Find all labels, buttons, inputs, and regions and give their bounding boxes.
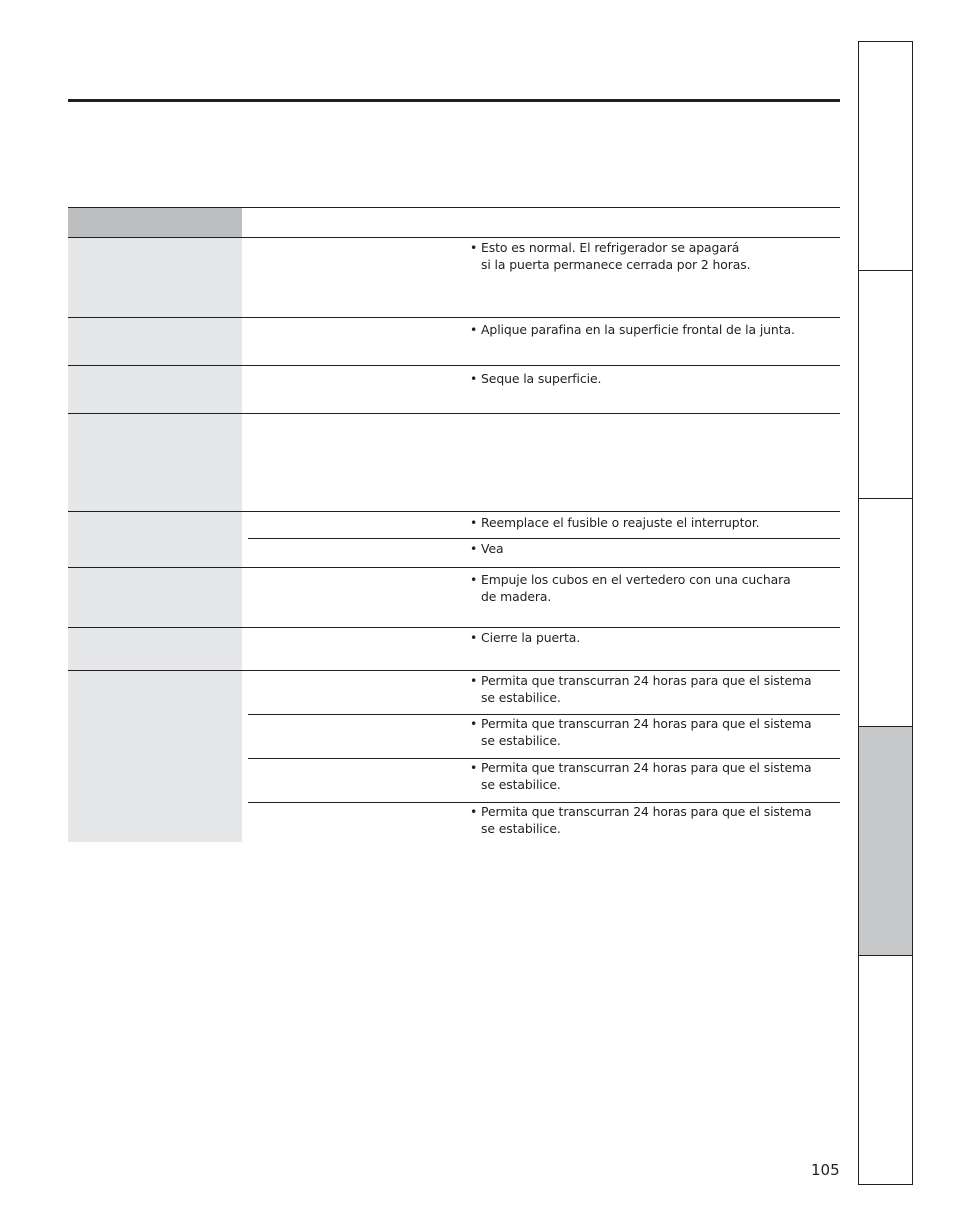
table-body [68,238,840,842]
solution-line: • Permita que transcurran 24 horas para que el sistema [470,673,812,688]
solution-line: • Empuje los cubos en el vertedero con una cuchara [470,572,791,587]
table-group [68,568,840,628]
solution-line: se estabilice. [481,821,561,836]
solution-text [470,514,820,531]
problem-label-cell [68,414,242,511]
solution-rows [242,568,840,627]
solution-text [470,629,820,646]
problem-label-cell [68,366,242,413]
solution-text [470,672,820,706]
section-tab-3[interactable] [859,499,912,727]
solution-line: • Aplique parafina en la superficie frontal de la junta. [470,322,795,337]
table-row [242,802,840,842]
solution-text [470,571,820,605]
solution-line: • Seque la superficie. [470,371,602,386]
table-row [242,628,840,670]
solution-text [470,239,820,273]
solution-rows [242,414,840,511]
table-group [68,414,840,512]
section-tabs [858,41,913,1185]
solution-line: se estabilice. [481,777,561,792]
solution-text [470,759,820,793]
solution-rows [242,512,840,567]
solution-text [470,540,820,557]
header-label-shade [68,208,242,237]
solution-text [470,715,820,749]
table-header [68,207,840,238]
table-row [242,538,840,567]
solution-text [470,803,820,837]
solution-line: si la puerta permanece cerrada por 2 horas. [481,257,751,272]
section-tab-1[interactable] [859,42,912,271]
top-rule [68,99,840,102]
section-tab-2[interactable] [859,271,912,499]
table-row [242,714,840,758]
problem-label-cell [68,671,242,842]
problem-label-cell [68,512,242,567]
table-row [242,671,840,714]
table-row [242,414,840,511]
table-group [68,628,840,671]
solution-rows [242,628,840,670]
table-group [68,318,840,366]
solution-line: de madera. [481,589,552,604]
solution-line: • Permita que transcurran 24 horas para que el sistema [470,760,812,775]
table-group [68,238,840,318]
troubleshooting-table [68,207,840,842]
problem-label-cell [68,318,242,365]
solution-text [470,321,820,338]
table-row [242,238,840,317]
page-number: 105 [811,1161,840,1179]
table-row [242,568,840,627]
table-group [68,512,840,568]
solution-line: • Esto es normal. El refrigerador se apagará [470,240,740,255]
table-row [242,318,840,365]
problem-label-cell [68,628,242,670]
solution-text [470,370,820,387]
solution-line: • Permita que transcurran 24 horas para que el sistema [470,716,812,731]
table-row [242,758,840,802]
table-row [242,512,840,538]
solution-line: • Permita que transcurran 24 horas para que el sistema [470,804,812,819]
solution-rows [242,318,840,365]
solution-line: • Reemplace el fusible o reajuste el interruptor. [470,515,760,530]
solution-rows [242,366,840,413]
section-tab-5[interactable] [859,956,912,1185]
solution-rows [242,238,840,317]
solution-line: • Cierre la puerta. [470,630,581,645]
solution-line: se estabilice. [481,733,561,748]
section-tab-4[interactable] [859,727,912,956]
solution-line: • Vea [470,541,504,556]
table-group [68,366,840,414]
solution-line: se estabilice. [481,690,561,705]
problem-label-cell [68,568,242,627]
solution-rows [242,671,840,842]
table-row [242,366,840,413]
problem-label-cell [68,238,242,317]
table-group [68,671,840,842]
